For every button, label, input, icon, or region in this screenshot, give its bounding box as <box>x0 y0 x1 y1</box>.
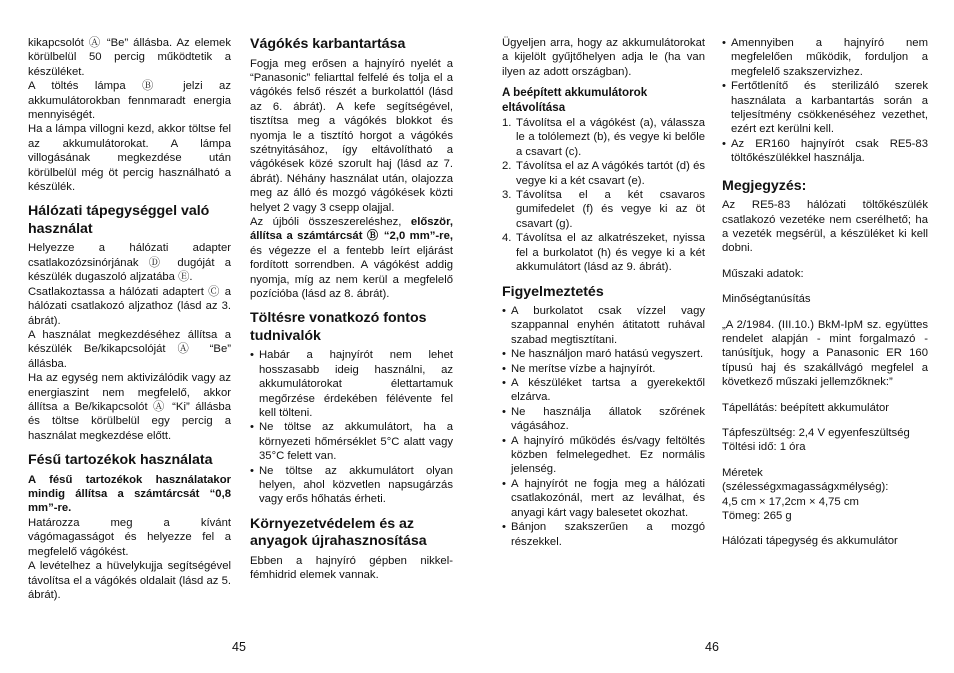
paragraph-adapter-plug: Helyezze a hálózati adapter csatlakozózsinórjának Ⓓ dugóját a készülék dugaszoló aljzatába Ⓔ. <box>28 242 231 284</box>
step-text: Távolítsa el az A vágókés tartót (d) és vegye ki a két csavart (e). <box>516 160 705 187</box>
heading-battery-removal: A beépített akkumulátorok eltávolítása <box>502 86 648 114</box>
spec-voltage: Tápfeszültség: 2,4 V egyenfeszültség <box>722 427 910 440</box>
list-item: • Bánjon szakszerűen a mozgó részekkel. <box>502 520 705 549</box>
paragraph-nimh-cells: Ebben a hajnyíró gépben nikkel-fémhidrid elemek vannak. <box>250 554 453 582</box>
step-number: 1. <box>502 117 512 130</box>
paragraph-adapter-connect: Csatlakoztassa a hálózati adaptert Ⓒ a hálózati csatlakozó aljzathoz (lásd az 3. ábrát). <box>28 285 231 327</box>
spec-dimensions-sub: (szélességxmagasságxmélység): <box>722 481 889 494</box>
list-item: • Ne használja állatok szőrének vágásához. <box>502 405 705 434</box>
heading-mains-use: Hálózati tápegységgel való használat <box>28 203 210 237</box>
heading-environment: Környezetvédelem és az anyagok újrahasznosítása <box>250 515 427 550</box>
paragraph-charge-lamp: A töltés lámpa Ⓑ jelzi az akkumulátorokban fennmaradt energia mennyiségét. <box>28 80 231 122</box>
paragraph-remove-blade: A levételhez a hüvelykujja segítségével távolítsa el a vágókés oldalait (lásd az 5. ábrát). <box>28 560 231 601</box>
heading-comb-attachments: Fésű tartozékok használata <box>28 452 213 469</box>
list-item: • Fertőtlenítő és sterilizáló szerek használata a karbantartás során a teljesítmény csökkenéséhez vezethet, ezért ezt kerülni kell. <box>722 79 928 137</box>
reassembly-text-a: Az újbóli összeszereléshez, <box>250 215 402 228</box>
list-item <box>502 116 705 159</box>
page-number-right: 46 <box>705 640 719 654</box>
service-list <box>722 36 928 166</box>
heading-note: Megjegyzés: <box>722 177 807 194</box>
paragraph-cutting-height: Határozza meg a kívánt vágómagasságot és helyezze fel a megfelelő vágókést. <box>28 516 231 558</box>
step-number: 4. <box>502 232 512 245</box>
list-item <box>502 231 705 274</box>
column-4 <box>722 36 928 549</box>
list-item: • A hajnyíró működés és/vagy feltöltés közben felmelegedhet. Ez normális jelenség. <box>502 434 705 477</box>
removal-steps-list <box>502 116 705 274</box>
paragraph-reassembly <box>250 215 453 301</box>
paragraph-switch-on: kikapcsolót Ⓐ “Be” állásba. Az elemek körülbelül 50 percig működtetik a készüléket. <box>28 37 231 78</box>
column-2 <box>250 36 453 583</box>
paragraph-lamp-blinking: Ha a lámpa villogni kezd, akkor töltse fel az akkumulátorokat. A lámpa villogásának megkezdése után körülbelül még öt percig használható a készülék. <box>28 123 231 194</box>
warning-list <box>502 304 705 549</box>
reassembly-text-b: és végezze el a fentebb leírt eljárást fordított sorrendben. A vágókést addig nyomja, míg az nem kerül a megfelelő pozícióba (lásd az 8. ábrát). <box>250 244 453 300</box>
step-text: Távolítsa el a két csavaros gumifedelet (f) és vegye ki az öt csavart (g). <box>516 189 705 230</box>
list-item <box>502 188 705 231</box>
list-item: • A burkolatot csak vízzel vagy szappannal enyhén átitatott ruhával szabad megtisztítani. <box>502 304 705 347</box>
spec-weight: Tömeg: 265 g <box>722 510 792 523</box>
heading-charging-notes: Töltésre vonatkozó fontos tudnivalók <box>250 310 427 344</box>
spec-dimensions-value: 4,5 cm × 17,2cm × 4,75 cm <box>722 495 859 508</box>
step-text: Távolítsa el az alkatrészeket, nyissa fel a burkolatot (h) és vegye ki a két akkumulátort (lásd az 9. ábrát). <box>516 232 705 274</box>
list-item: • A készüléket tartsa a gyerekektől elzárva. <box>502 376 705 405</box>
step-number: 3. <box>502 189 512 202</box>
paragraph-start-use: A használat megkezdéséhez állítsa a készülék Be/kikapcsolóját Ⓐ “Be” állásba. <box>28 328 231 370</box>
paragraph-not-activating: Ha az egység nem aktivizálódik vagy az energiaszint nem megfelelő, akkor állítsa a Be/kikapcsolót Ⓐ “Ki” állásba és töltse körülbelül egy percig a használat megkezdése előtt. <box>28 372 231 442</box>
list-item: • Ne használjon maró hatású vegyszert. <box>502 347 705 361</box>
spec-dimensions-label: Méretek <box>722 466 763 479</box>
spec-mains-and-battery: Hálózati tápegység és akkumulátor <box>722 535 898 548</box>
column-3 <box>502 36 705 549</box>
charging-notes-list <box>250 348 453 506</box>
reassembly-text-bold: először, állítsa a számtárcsát Ⓑ “2,0 mm”-re, <box>250 215 453 243</box>
list-item: • Habár a hajnyírót nem lehet hosszasabb ideig használni, az akkumulátorokat élettartamuk megőrzése érdekében félévente fel kell tölteni. <box>250 348 453 420</box>
spec-power-supply: Tápellátás: beépített akkumulátor <box>722 401 890 414</box>
paragraph-charger-cord: Az RE5-83 hálózati töltőkészülék csatlakozó vezetéke nem cserélhető; ha a vezeték megsérül, a készüléket ki kell dobni. <box>722 199 928 255</box>
heading-blade-maintenance: Vágókés karbantartása <box>250 36 406 52</box>
heading-warning: Figyelmeztetés <box>502 283 604 300</box>
list-item: • Ne töltse az akkumulátort, ha a környezeti hőmérséklet 5°C alatt vagy 35°C felett van. <box>250 420 453 463</box>
list-item: • Ne töltse az akkumulátort olyan helyen, ahol közvetlen napsugárzás vagy erős hőhatás érheti. <box>250 464 453 507</box>
paragraph-blade-cleaning: Fogja meg erősen a hajnyíró nyelét a “Panasonic” feliarttal felfelé és tolja el a vágókés felső részét a burkolattól (lásd az 6. ábrát). A kefe segítségével, tisztítsa meg a vágókés blokkot és nyomja le a tisztító horgot a vágókés szétnyitásához, így eltávolítható a vágókések közé szorult haj (lásd az 7. ábrát). Néhány használat után, olajozza meg az álló és mozgó vágókések közti helyet 2 vagy 3 csepp olajjal. <box>250 57 453 214</box>
list-item: • Ne merítse vízbe a hajnyírót. <box>502 362 705 376</box>
paragraph-comb-dial: A fésű tartozékok használatakor mindig állítsa a számtárcsát “0,8 mm”-re. <box>28 473 231 515</box>
list-item <box>502 159 705 188</box>
label-technical-data: Műszaki adatok: <box>722 267 804 280</box>
list-item: • Amennyiben a hajnyíró nem megfelelően működik, forduljon a megfelelő szakszervizhez. <box>722 36 928 79</box>
spec-charge-time: Töltési idő: 1 óra <box>722 441 806 454</box>
paragraph-decree: „A 2/1984. (III.10.) BkM-IpM sz. együttes rendelet alapján - mint forgalmazó -tanúsítjuk, hogy a Panasonic ER 160 típusú haj és szakállvágó megfelel a következő műszaki jellemzőknek:” <box>722 318 928 389</box>
list-item: • A hajnyírót ne fogja meg a hálózati csatlakozónál, mert az leválhat, és anyagi kárt vagy balesetet okozhat. <box>502 477 705 520</box>
page-number-left: 45 <box>232 640 246 654</box>
step-text: Távolítsa el a vágókést (a), válassza le a tolólemezt (b), és vegye ki belőle a csavart (c). <box>516 117 705 158</box>
step-number: 2. <box>502 160 512 173</box>
column-1 <box>28 36 231 602</box>
label-quality-certificate: Minőségtanúsítás <box>722 293 811 306</box>
list-item: • Az ER160 hajnyírót csak RE5-83 töltőkészülékkel használja. <box>722 137 928 166</box>
paragraph-disposal: Ügyeljen arra, hogy az akkumulátorokat a kijelölt gyűjtőhelyen adja le (ha van ilyen az adott országban). <box>502 37 705 78</box>
